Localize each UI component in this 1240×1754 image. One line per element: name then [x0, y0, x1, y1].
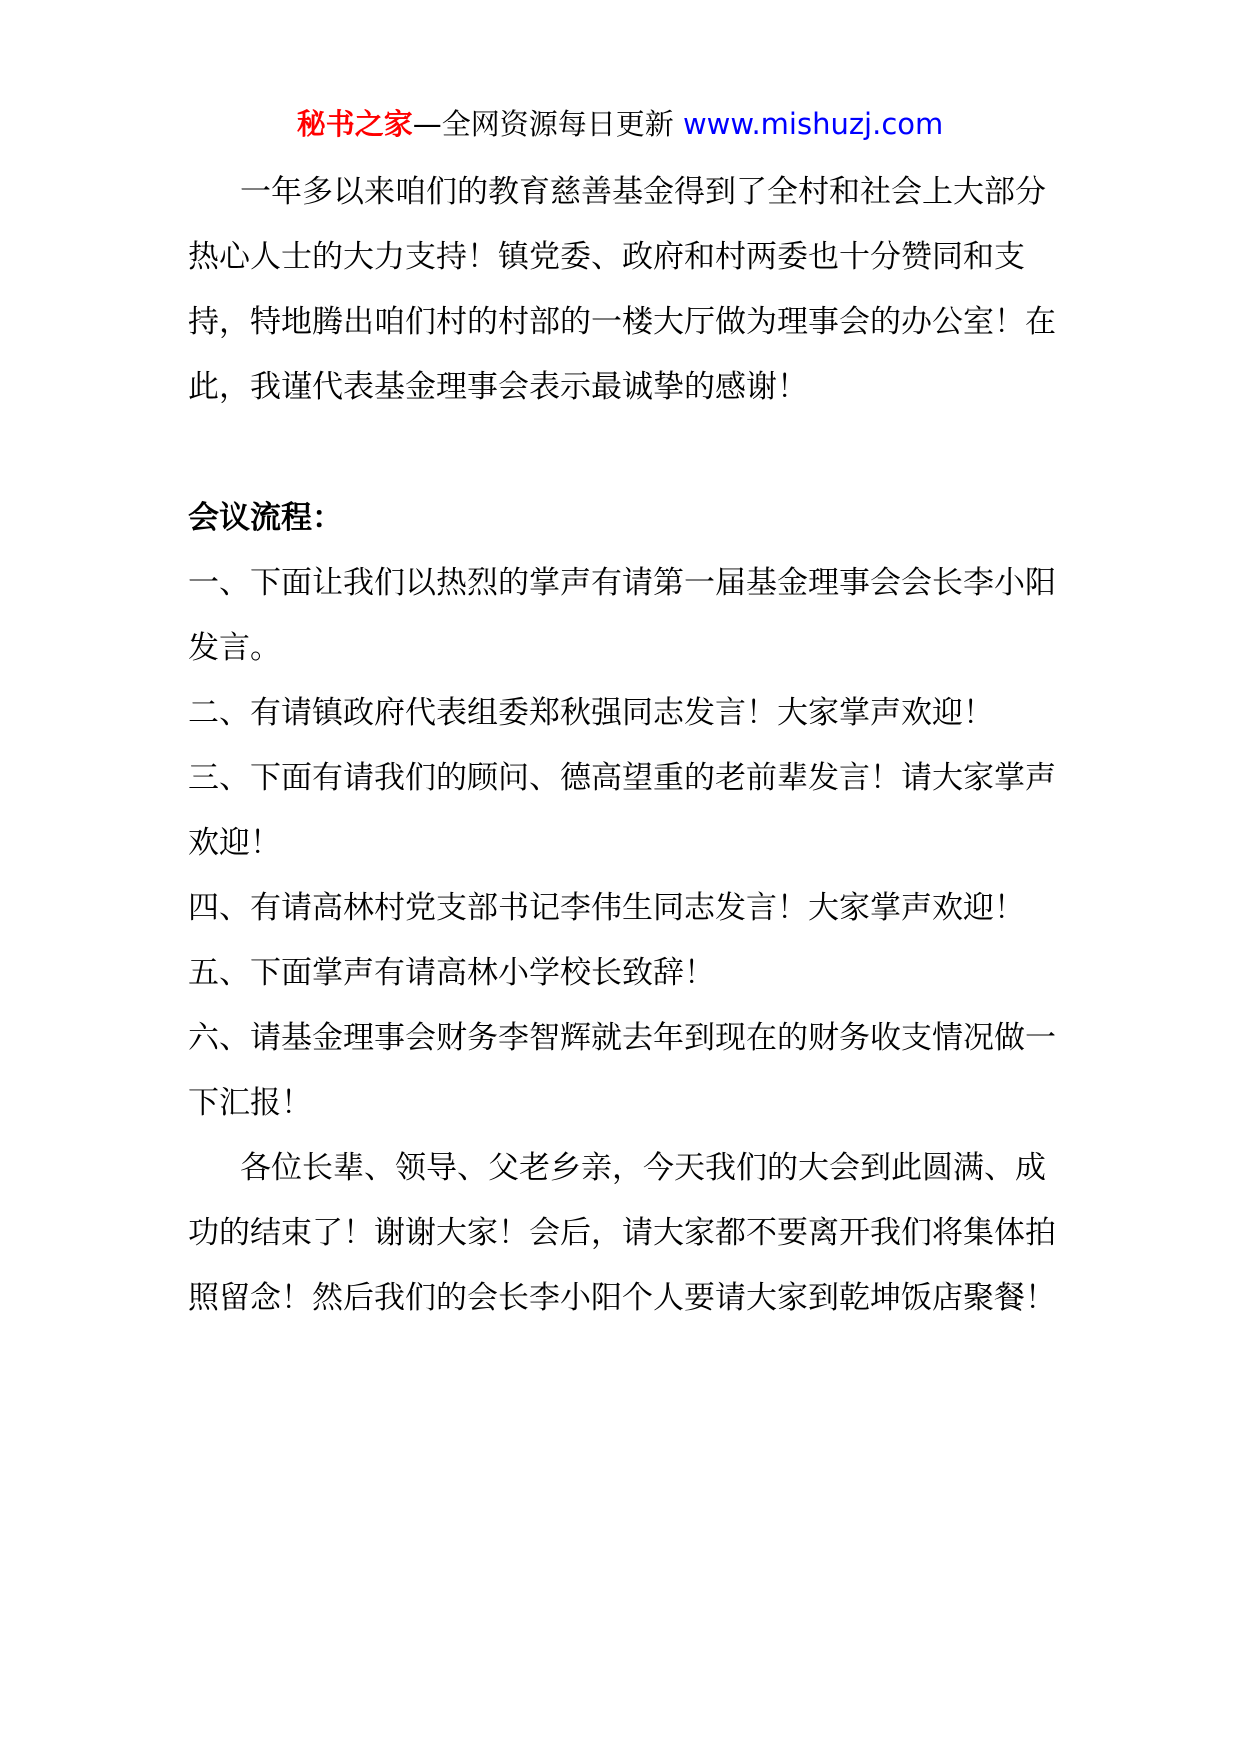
document-body [188, 160, 1068, 1331]
agenda-heading: 会议流程： [188, 500, 343, 536]
intro-paragraph: 一年多以来咱们的教育慈善基金得到了全村和社会上大部分热心人士的大力支持！镇党委、政府和村两委也十分赞同和支持，特地腾出咱们村的村部的一楼大厅做为理事会的办公室！在此，我谨代表基金理事会表示最诚挚的感谢！ [188, 174, 1056, 405]
brand-name: 秘书之家 [296, 107, 413, 141]
agenda-item-6: 六、请基金理事会财务李智辉就去年到现在的财务收支情况做一下汇报！ [188, 1020, 1056, 1121]
agenda-item-5: 五、下面掌声有请高林小学校长致辞！ [188, 955, 715, 991]
header-tagline: —全网资源每日更新 [412, 107, 683, 141]
agenda-item-3: 三、下面有请我们的顾问、德高望重的老前辈发言！请大家掌声欢迎！ [188, 760, 1056, 861]
closing-paragraph: 各位长辈、领导、父老乡亲，今天我们的大会到此圆满、成功的结束了！谢谢大家！会后，请大家都不要离开我们将集体拍照留念！然后我们的会长李小阳个人要请大家到乾坤饭店聚餐！ [188, 1150, 1056, 1316]
agenda-item-1: 一、下面让我们以热烈的掌声有请第一届基金理事会会长李小阳发言。 [188, 565, 1056, 666]
agenda-item-2: 二、有请镇政府代表组委郑秋强同志发言！大家掌声欢迎！ [188, 695, 994, 731]
site-url[interactable]: www.mishuzj.com [682, 107, 944, 141]
page-header [0, 100, 1240, 148]
agenda-item-4: 四、有请高林村党支部书记李伟生同志发言！大家掌声欢迎！ [188, 890, 1025, 926]
agenda-list [188, 551, 1068, 1136]
